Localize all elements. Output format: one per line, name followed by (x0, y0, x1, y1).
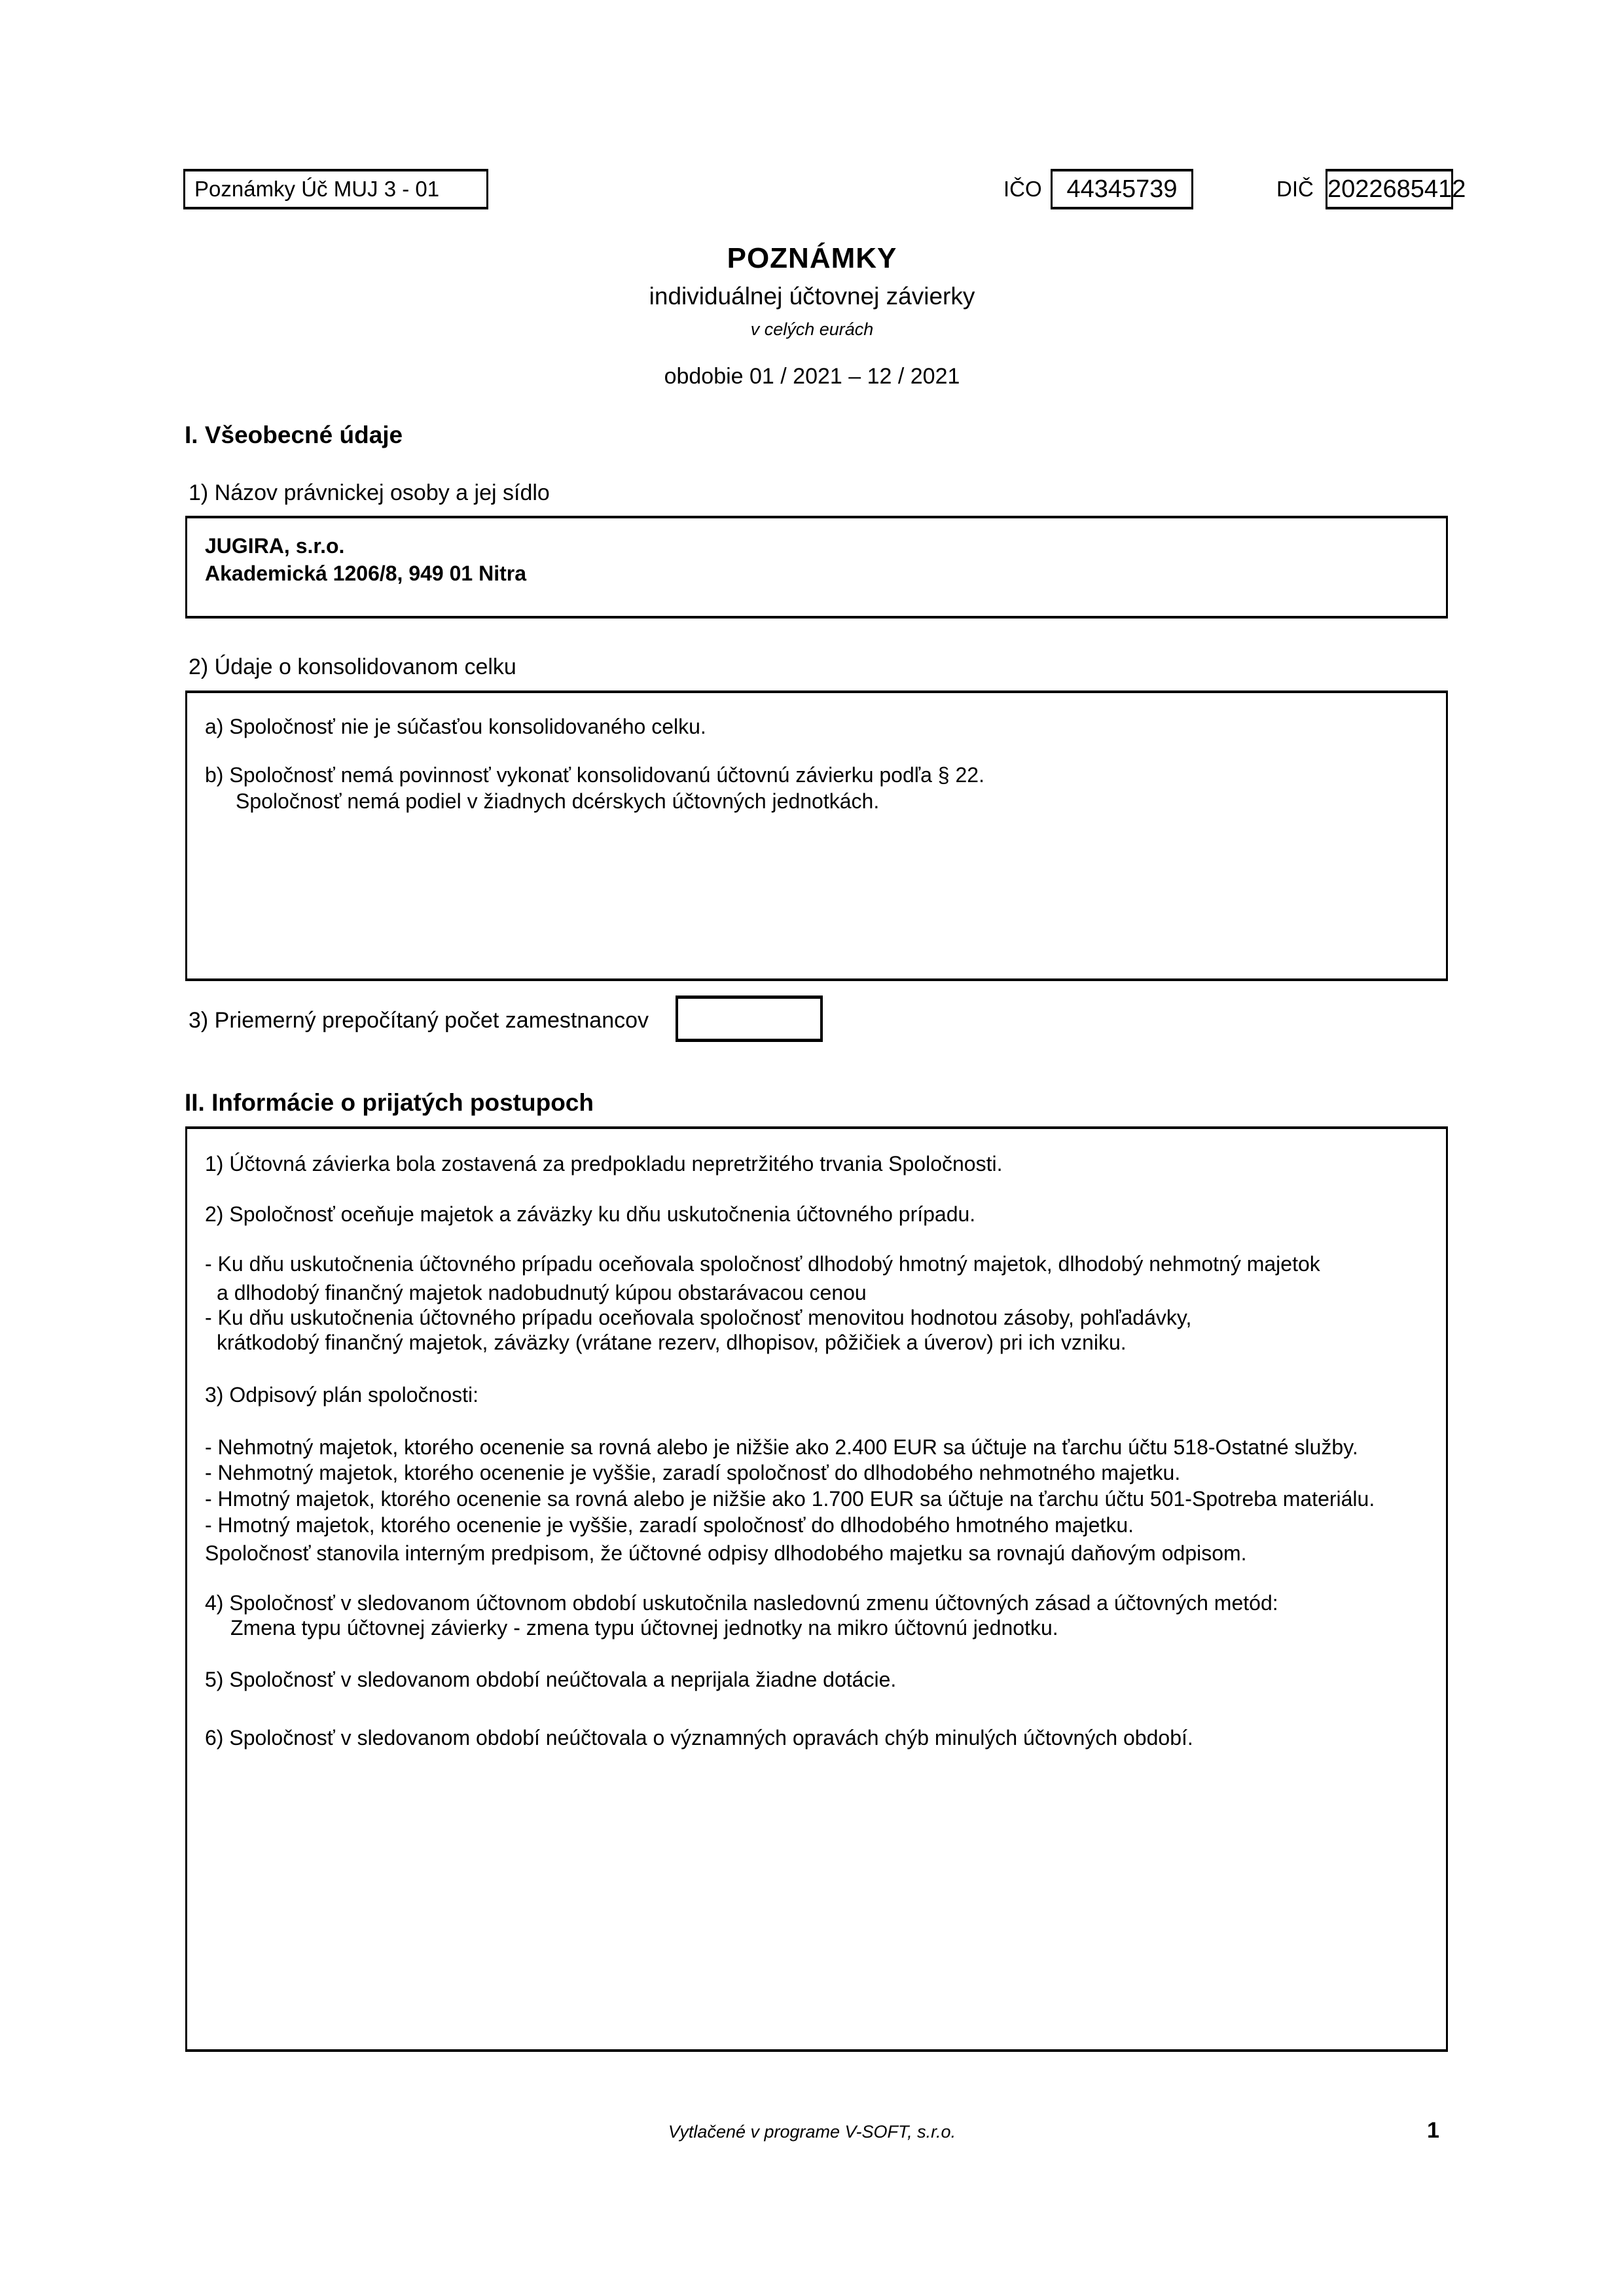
employee-count-field (676, 996, 823, 1042)
company-name: JUGIRA, s.r.o. (205, 534, 345, 558)
company-address: Akademická 1206/8, 949 01 Nitra (205, 562, 526, 585)
procedures-line: 4) Spoločnosť v sledovanom účtovnom období uskutočnila nasledovnú zmenu účtovných zásad a účtovných metód: (205, 1591, 1278, 1615)
item-3-label: 3) Priemerný prepočítaný počet zamestnancov (189, 1008, 649, 1033)
procedures-line: 6) Spoločnosť v sledovanom období neúčtovala o významných opravách chýb minulých účtovných období. (205, 1726, 1193, 1749)
procedures-line: - Ku dňu uskutočnenia účtovného prípadu oceňovala spoločnosť menovitou hodnotou zásoby, pohľadávky, (205, 1306, 1192, 1329)
procedures-line: - Hmotný majetok, ktorého ocenenie sa rovná alebo je nižšie ako 1.700 EUR sa účtuje na ťarchu účtu 501-Spotreba materiálu. (205, 1487, 1375, 1511)
dic-value-box (1326, 169, 1466, 209)
procedures-line: Spoločnosť stanovila interným predpisom, že účtovné odpisy dlhodobého majetku sa rovnajú daňovým odpisom. (205, 1541, 1247, 1565)
procedures-line: - Hmotný majetok, ktorého ocenenie je vyššie, zaradí spoločnosť do dlhodobého hmotného majetku. (205, 1513, 1134, 1537)
procedures-line: krátkodobý finančný majetok, záväzky (vrátane rezerv, dlhopisov, pôžičiek a úverov) pri ich vzniku. (217, 1331, 1127, 1354)
document-title: POZNÁMKY (727, 242, 897, 274)
procedures-line: 5) Spoločnosť v sledovanom období neúčtovala a neprijala žiadne dotácie. (205, 1668, 897, 1691)
currency-unit-note: v celých eurách (750, 319, 874, 339)
procedures-line: 2) Spoločnosť oceňuje majetok a záväzky ku dňu uskutočnenia účtovného prípadu. (205, 1202, 976, 1226)
form-id-box (183, 169, 488, 209)
procedures-line: - Nehmotný majetok, ktorého ocenenie sa rovná alebo je nižšie ako 2.400 EUR sa účtuje na ťarchu účtu 518-Ostatné služby. (205, 1435, 1358, 1459)
item-1-label: 1) Názov právnickej osoby a jej sídlo (189, 480, 550, 505)
consolidation-box (185, 691, 1448, 981)
printed-by-note: Vytlačené v programe V-SOFT, s.r.o. (668, 2122, 956, 2142)
procedures-box (185, 1126, 1448, 2052)
dic-value: 2022685412 (1327, 175, 1466, 203)
section-1-heading: I. Všeobecné údaje (185, 422, 403, 448)
ico-value-box (1051, 169, 1193, 209)
ico-label: IČO (1003, 177, 1042, 201)
procedures-line: - Ku dňu uskutočnenia účtovného prípadu oceňovala spoločnosť dlhodobý hmotný majetok, dlhodobý nehmotný majetok (205, 1252, 1320, 1276)
page-number: 1 (1427, 2118, 1439, 2143)
form-id-label: Poznámky Úč MUJ 3 - 01 (194, 177, 440, 201)
procedures-line: a dlhodobý finančný majetok nadobudnutý kúpou obstarávacou cenou (217, 1281, 867, 1304)
procedures-line: 1) Účtovná závierka bola zostavená za predpokladu nepretržitého trvania Spoločnosti. (205, 1152, 1003, 1175)
procedures-line: Zmena typu účtovnej závierky - zmena typu účtovnej jednotky na mikro účtovnú jednotku. (230, 1616, 1058, 1640)
procedures-line: - Nehmotný majetok, ktorého ocenenie je vyššie, zaradí spoločnosť do dlhodobého nehmotného majetku. (205, 1461, 1181, 1484)
company-name-box (185, 516, 1448, 619)
ico-value: 44345739 (1066, 175, 1178, 203)
document-subtitle: individuálnej účtovnej závierky (649, 283, 975, 310)
section-2-heading: II. Informácie o prijatých postupoch (185, 1089, 594, 1116)
consolidation-line: a) Spoločnosť nie je súčasťou konsolidovaného celku. (205, 715, 706, 738)
dic-label: DIČ (1276, 177, 1314, 201)
consolidation-line: Spoločnosť nemá podiel v žiadnych dcérskych účtovných jednotkách. (236, 789, 880, 813)
accounting-period: obdobie 01 / 2021 – 12 / 2021 (664, 364, 960, 389)
consolidation-line: b) Spoločnosť nemá povinnosť vykonať konsolidovanú účtovnú závierku podľa § 22. (205, 763, 984, 787)
item-2-label: 2) Údaje o konsolidovanom celku (189, 655, 516, 679)
procedures-line: 3) Odpisový plán spoločnosti: (205, 1383, 478, 1407)
employee-count-value (678, 999, 820, 1039)
